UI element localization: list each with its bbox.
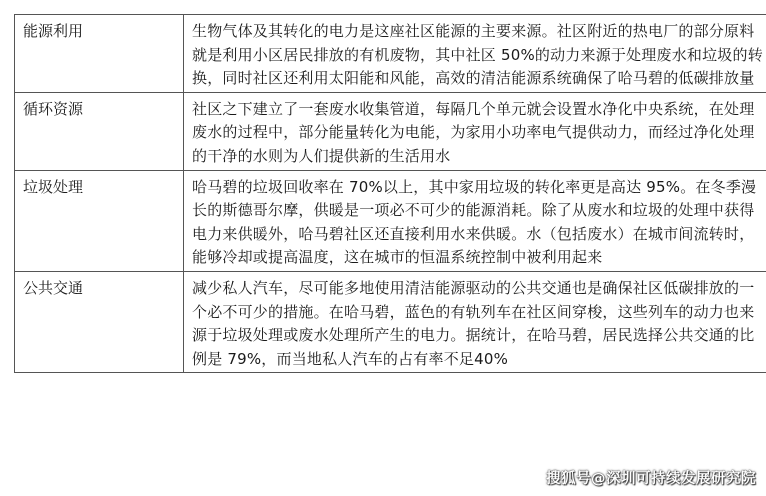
info-table [14,14,766,373]
row-label: 垃圾处理 [15,170,184,271]
row-text: 社区之下建立了一套废水收集管道，每隔几个单元就会设置水净化中央系统，在处理废水的过程中，部分能量转化为电能，为家用小功率电气提供动力，而经过净化处理的干净的水则为人们提供新的生活用水 [184,92,766,170]
row-text: 生物气体及其转化的电力是这座社区能源的主要来源。社区附近的热电厂的部分原料就是利用小区居民排放的有机废物，其中社区 50%的动力来源于处理废水和垃圾的转换，同时社区还利用太阳能和风能，高效的清洁能源系统确保了哈马碧的低碳排放量 [184,15,766,93]
table-row [15,170,766,271]
row-label: 能源利用 [15,15,184,93]
watermark: 搜狐号@深圳可持续发展研究院 [546,471,756,487]
row-label: 循环资源 [15,92,184,170]
table-row [15,92,766,170]
table-row [15,271,766,372]
table-row [15,15,766,93]
row-text: 减少私人汽车，尽可能多地使用清洁能源驱动的公共交通也是确保社区低碳排放的一个必不可少的措施。在哈马碧，蓝色的有轨列车在社区间穿梭，这些列车的动力也来源于垃圾处理或废水处理所产生的电力。据统计，在哈马碧，居民选择公共交通的比例是 79%，而当地私人汽车的占有率不足40% [184,271,766,372]
row-label: 公共交通 [15,271,184,372]
row-text: 哈马碧的垃圾回收率在 70%以上，其中家用垃圾的转化率更是高达 95%。在冬季漫长的斯德哥尔摩，供暖是一项必不可少的能源消耗。除了从废水和垃圾的处理中获得电力来供暖外，哈马碧社区还直接利用水来供暖。水（包括废水）在城市间流转时，能够冷却或提高温度，这在城市的恒温系统控制中被利用起来 [184,170,766,271]
